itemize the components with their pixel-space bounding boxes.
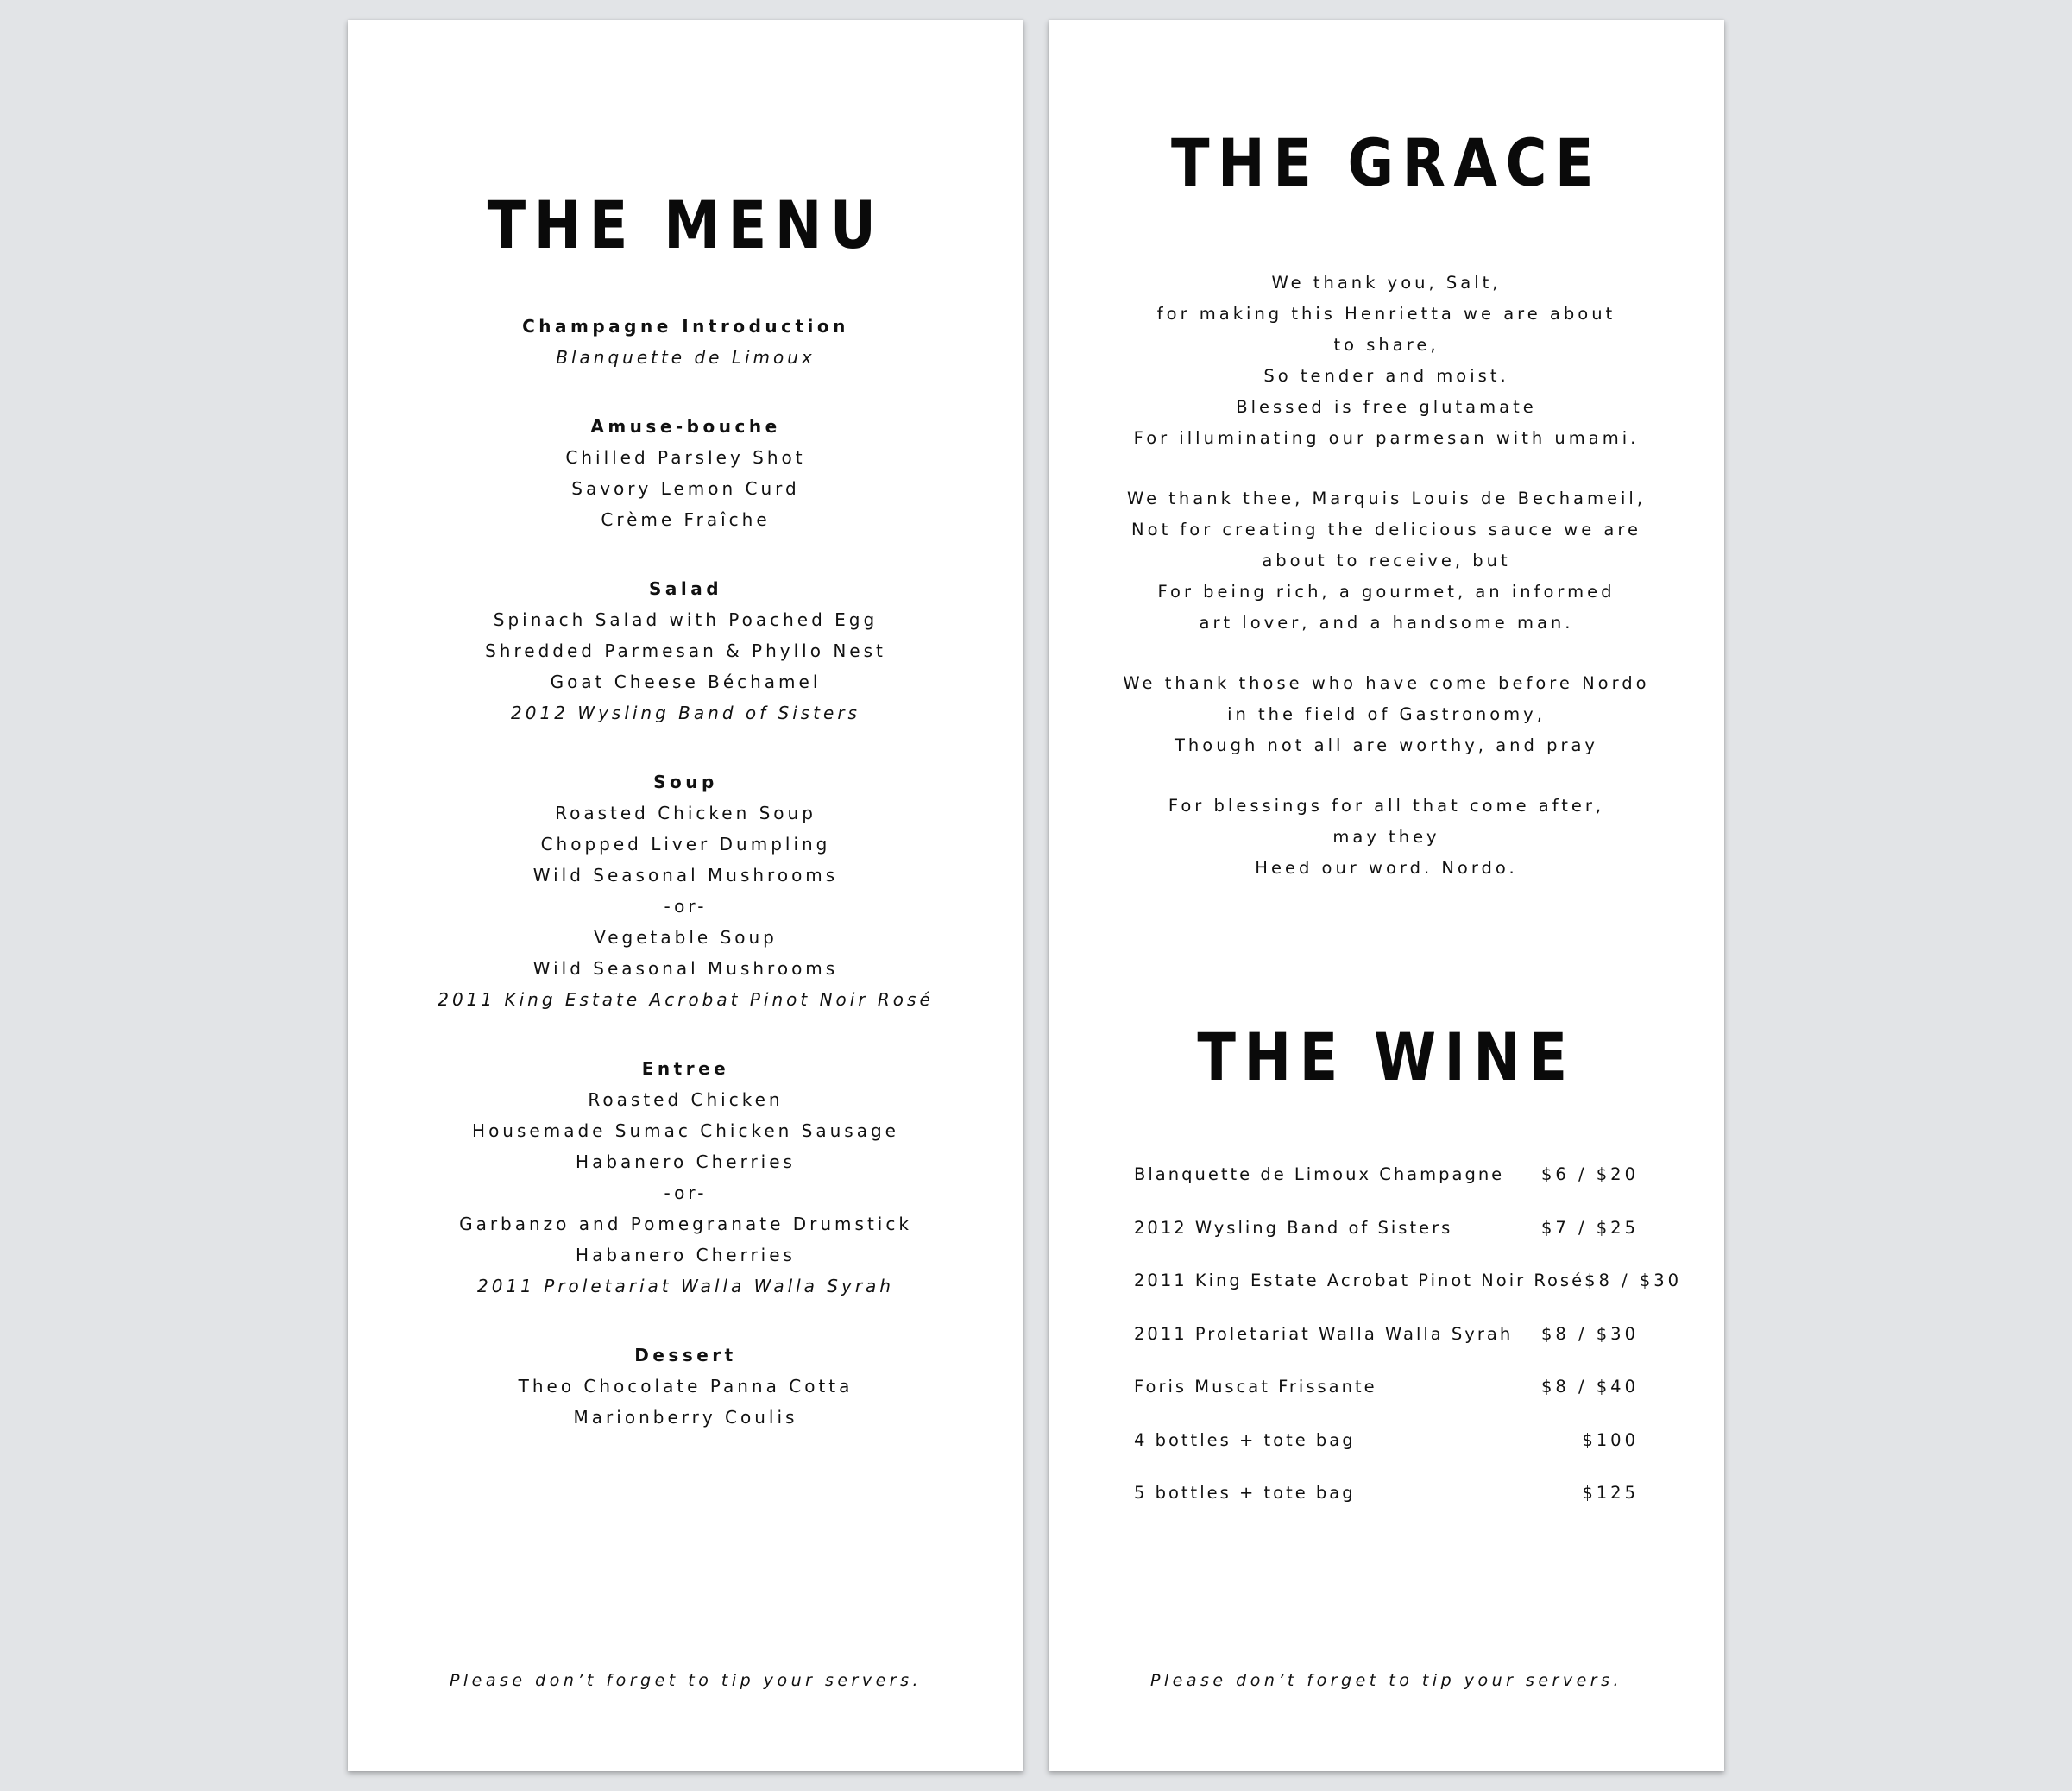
dish-item: Savory Lemon Curd <box>571 478 800 499</box>
dish-item: Marionberry Coulis <box>573 1407 798 1428</box>
wine-row <box>1134 1316 1639 1370</box>
dish-item: Garbanzo and Pomegranate Drumstick <box>459 1214 912 1234</box>
grace-stanza <box>1049 791 1724 884</box>
dish-item: Shredded Parmesan & Phyllo Nest <box>485 640 886 661</box>
wine-pairing: 2011 Proletariat Walla Walla Syrah <box>477 1276 894 1296</box>
wine-price: $100 <box>1582 1429 1639 1450</box>
wine-price: $125 <box>1582 1483 1639 1503</box>
wine-price: $8 / $30 <box>1584 1271 1683 1290</box>
tip-reminder: Please don’t forget to tip your servers. <box>449 1671 923 1690</box>
course-section <box>348 1054 1023 1302</box>
grace-line: art lover, and a handsome man. <box>1199 613 1574 633</box>
course-list <box>348 312 1023 1472</box>
grace-stanza <box>1049 668 1724 761</box>
course-section <box>348 574 1023 728</box>
grace-line: So tender and moist. <box>1263 366 1509 386</box>
grace-line: For being rich, a gourmet, an informed <box>1157 582 1615 602</box>
grace-line: For illuminating our parmesan with umami. <box>1133 428 1640 448</box>
course-name: Entree <box>641 1058 730 1079</box>
dish-item: Roasted Chicken Soup <box>555 803 816 823</box>
wine-price: $8 / $30 <box>1541 1323 1639 1344</box>
dish-item: Habanero Cherries <box>576 1151 796 1172</box>
dish-item: Wild Seasonal Mushrooms <box>532 958 839 979</box>
wine-title: THE WINE <box>1197 1018 1576 1095</box>
course-name: Amuse-bouche <box>590 416 781 437</box>
wine-price: $6 / $20 <box>1541 1164 1639 1184</box>
wine-name: 2011 King Estate Acrobat Pinot Noir Rosé <box>1134 1271 1585 1290</box>
dish-item: Crème Fraîche <box>601 509 771 530</box>
grace-line: about to receive, but <box>1262 551 1511 571</box>
wine-row <box>1134 1369 1639 1422</box>
wine-list <box>1134 1157 1683 1529</box>
grace-wine-card <box>1049 20 1724 1771</box>
grace-line: For blessings for all that come after, <box>1168 796 1605 816</box>
grace-line: Not for creating the delicious sauce we are <box>1131 520 1641 539</box>
grace-title: THE GRACE <box>1170 124 1602 201</box>
dish-item: -or- <box>664 896 708 917</box>
wine-name: 2011 Proletariat Walla Walla Syrah <box>1134 1323 1514 1344</box>
course-section <box>348 312 1023 373</box>
grace-stanza <box>1049 483 1724 639</box>
grace-line: for making this Henrietta we are about <box>1156 304 1616 324</box>
grace-text <box>1049 268 1724 913</box>
menu-title: THE MENU <box>487 186 885 263</box>
wine-price: $8 / $40 <box>1541 1377 1639 1397</box>
wine-name: Blanquette de Limoux Champagne <box>1134 1164 1505 1184</box>
dish-item: Housemade Sumac Chicken Sausage <box>472 1120 899 1141</box>
dish-item: Habanero Cherries <box>576 1245 796 1265</box>
grace-line: to share, <box>1333 335 1439 355</box>
grace-line: We thank you, Salt, <box>1271 273 1502 293</box>
wine-row <box>1134 1475 1639 1529</box>
tip-reminder: Please don’t forget to tip your servers. <box>1149 1671 1623 1690</box>
dish-item: Wild Seasonal Mushrooms <box>532 865 839 886</box>
course-section <box>348 767 1023 1015</box>
course-name: Salad <box>648 578 723 599</box>
grace-stanza <box>1049 268 1724 454</box>
wine-row <box>1134 1422 1639 1476</box>
wine-name: Foris Muscat Frissante <box>1134 1377 1377 1397</box>
grace-line: Though not all are worthy, and pray <box>1175 735 1598 755</box>
wine-row <box>1134 1210 1639 1264</box>
dish-item: Chopped Liver Dumpling <box>540 834 831 855</box>
course-name: Champagne Introduction <box>522 316 849 337</box>
grace-line: We thank thee, Marquis Louis de Bechameil, <box>1126 489 1647 508</box>
course-section <box>348 1340 1023 1433</box>
menu-card <box>348 20 1023 1771</box>
wine-pairing: 2011 King Estate Acrobat Pinot Noir Rosé <box>438 989 934 1010</box>
grace-line: Heed our word. Nordo. <box>1255 858 1518 878</box>
wine-row <box>1134 1157 1639 1210</box>
dish-item: Chilled Parsley Shot <box>565 447 806 468</box>
wine-name: 2012 Wysling Band of Sisters <box>1134 1217 1453 1238</box>
grace-line: in the field of Gastronomy, <box>1227 704 1546 724</box>
dish-item: Vegetable Soup <box>594 927 778 948</box>
grace-line: may they <box>1332 827 1440 847</box>
course-section <box>348 412 1023 535</box>
wine-price: $7 / $25 <box>1541 1217 1639 1238</box>
dish-item: Goat Cheese Béchamel <box>550 672 822 692</box>
wine-pairing: Blanquette de Limoux <box>556 347 816 368</box>
dish-item: Spinach Salad with Poached Egg <box>493 609 879 630</box>
grace-line: Blessed is free glutamate <box>1236 397 1537 417</box>
wine-name: 4 bottles + tote bag <box>1134 1429 1356 1450</box>
course-name: Soup <box>653 772 718 792</box>
dish-item: -or- <box>664 1182 708 1203</box>
dish-item: Theo Chocolate Panna Cotta <box>518 1376 853 1397</box>
grace-line: We thank those who have come before Nordo <box>1123 673 1650 693</box>
wine-pairing: 2012 Wysling Band of Sisters <box>511 703 860 723</box>
course-name: Dessert <box>634 1345 737 1365</box>
dish-item: Roasted Chicken <box>588 1089 784 1110</box>
wine-name: 5 bottles + tote bag <box>1134 1483 1356 1503</box>
wine-row <box>1134 1263 1683 1316</box>
